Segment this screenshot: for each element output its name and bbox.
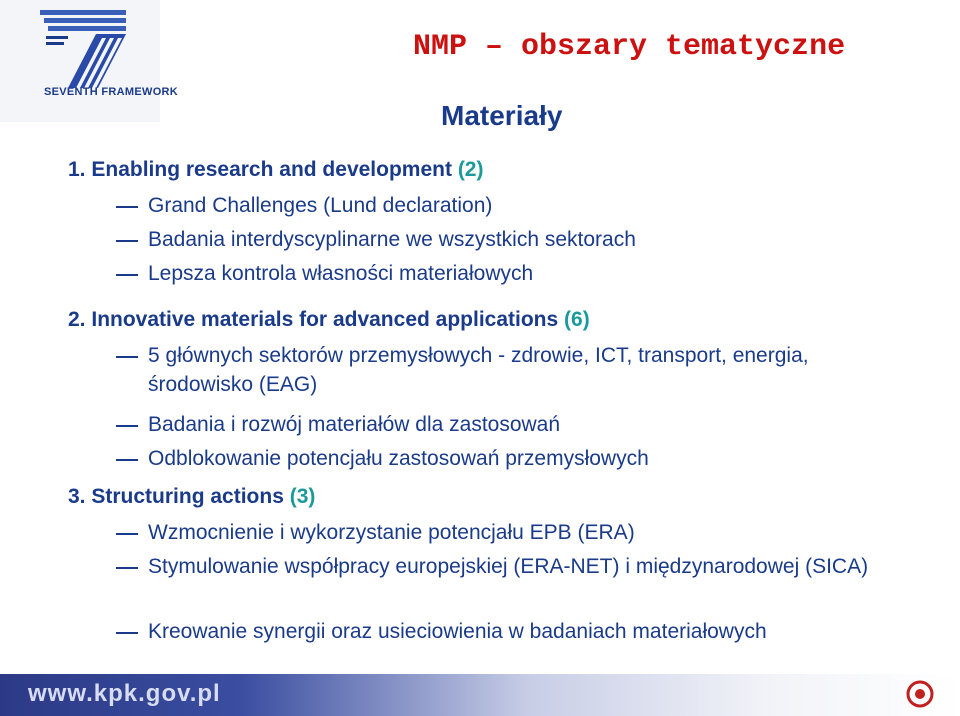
dash-icon (116, 274, 138, 276)
list-item: Wzmocnienie i wykorzystanie potencjału EPB (ERA) (148, 521, 635, 544)
section-count: (6) (564, 308, 590, 331)
section-number: 3. (68, 485, 86, 508)
page-title: NMP – obszary tematyczne (413, 30, 846, 64)
section-title: Structuring actions (91, 485, 284, 508)
fp7-logo-icon (40, 10, 130, 88)
footer-url: www.kpk.gov.pl (28, 680, 221, 707)
list-item: Badania interdyscyplinarne we wszystkich sektorach (148, 228, 636, 251)
dash-icon (116, 206, 138, 208)
dash-icon (116, 425, 138, 427)
section-number: 2. (68, 308, 86, 331)
dash-icon (116, 533, 138, 535)
fp7-logo-panel (0, 0, 179, 122)
fp7-logo-text: SEVENTH FRAMEWORK (44, 86, 179, 98)
section-1-heading (68, 158, 483, 182)
dash-icon (116, 459, 138, 461)
list-item: Kreowanie synergii oraz usieciowienia w badaniach materiałowych (148, 620, 767, 643)
dash-icon (116, 632, 138, 634)
list-item: Odblokowanie potencjału zastosowań przemysłowych (148, 447, 649, 470)
section-count: (3) (289, 485, 316, 508)
list-item: Lepsza kontrola własności materiałowych (148, 262, 534, 285)
dash-icon (116, 567, 138, 569)
list-item: Grand Challenges (Lund declaration) (148, 194, 493, 217)
section-count: (2) (457, 158, 484, 181)
dash-icon (116, 240, 138, 242)
list-item: 5 głównych sektorów przemysłowych - zdrowie, ICT, transport, energia, środowisko (EAG) (148, 344, 809, 396)
section-3-heading (68, 485, 315, 509)
section-title: Enabling research and development (91, 158, 452, 181)
list-item: Stymulowanie współpracy europejskiej (ERA-NET) i międzynarodowej (SICA) (148, 555, 869, 578)
list-item: Badania i rozwój materiałów dla zastosowań (148, 413, 561, 436)
dash-icon (116, 356, 138, 358)
footer-emblem-icon (900, 676, 940, 712)
section-2-heading (68, 308, 590, 332)
section-number: 1. (68, 158, 86, 181)
section-title: Innovative materials for advanced applications (91, 308, 559, 331)
page-subtitle: Materiały (441, 100, 563, 131)
